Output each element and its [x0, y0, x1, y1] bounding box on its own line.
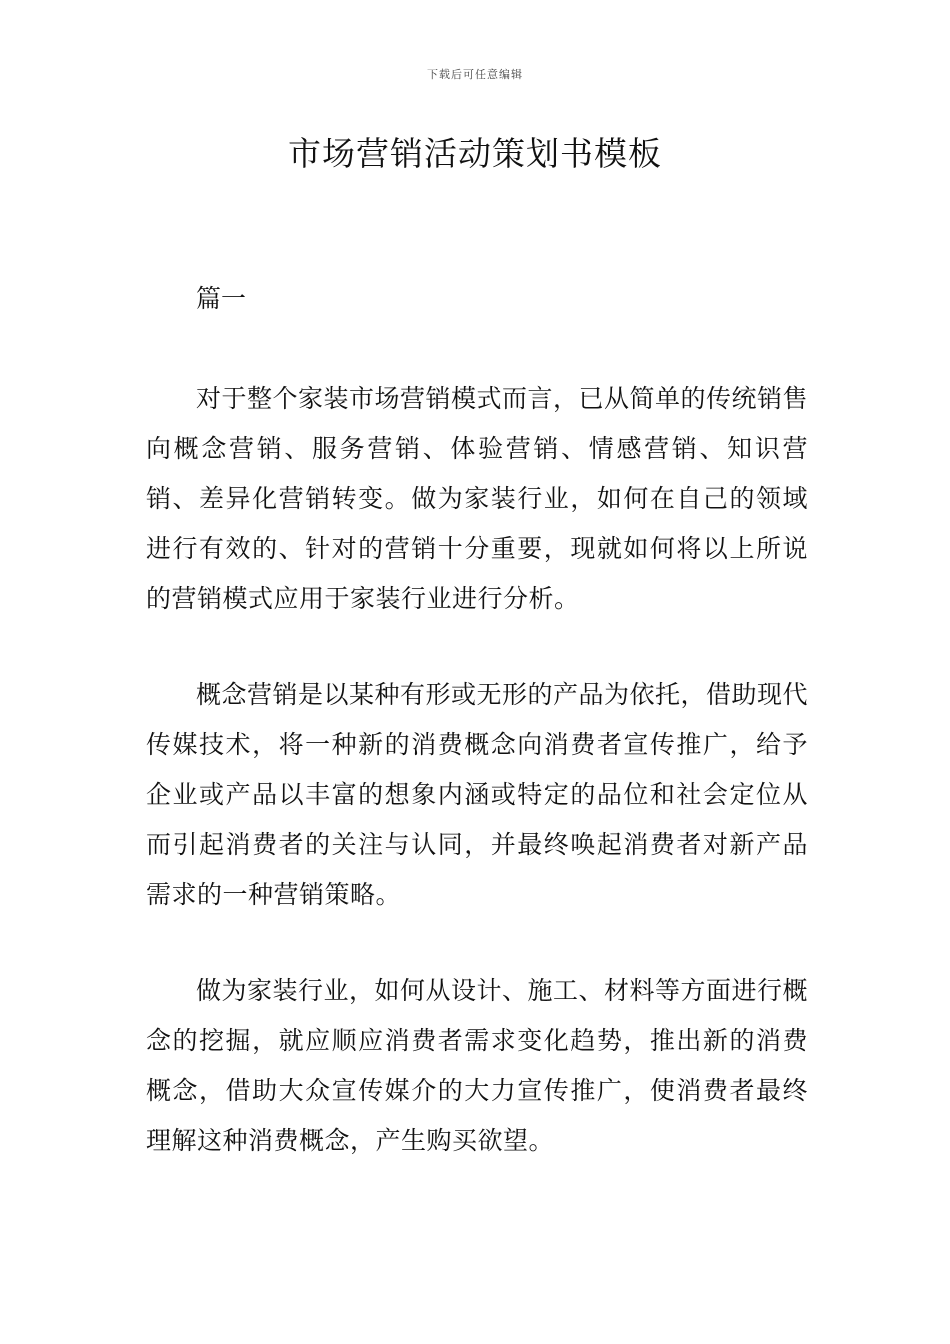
paragraph-2: 概念营销是以某种有形或无形的产品为依托，借助现代传媒技术，将一种新的消费概念向消费者宣传推广，给予企业或产品以丰富的想象内涵或特定的品位和社会定位从而引起消费者的关注与认同，并最终唤起消费者对新产品需求的一种营销策略。	[146, 680, 809, 909]
document-body	[146, 282, 808, 1212]
document-title: 市场营销活动策划书模板	[288, 134, 662, 173]
paragraph-1: 对于整个家装市场营销模式而言，已从简单的传统销售向概念营销、服务营销、体验营销、情感营销、知识营销、差异化营销转变。做为家装行业，如何在自己的领域进行有效的、针对的营销十分重要，现就如何将以上所说的营销模式应用于家装行业进行分析。	[146, 384, 809, 613]
header-note: 下载后可任意编辑	[427, 68, 523, 81]
paragraph-3: 做为家装行业，如何从设计、施工、材料等方面进行概念的挖掘，就应顺应消费者需求变化趋势，推出新的消费概念，借助大众宣传媒介的大力宣传推广，使消费者最终理解这种消费概念，产生购买欲望。	[146, 976, 809, 1155]
section-label: 篇一	[196, 284, 247, 313]
